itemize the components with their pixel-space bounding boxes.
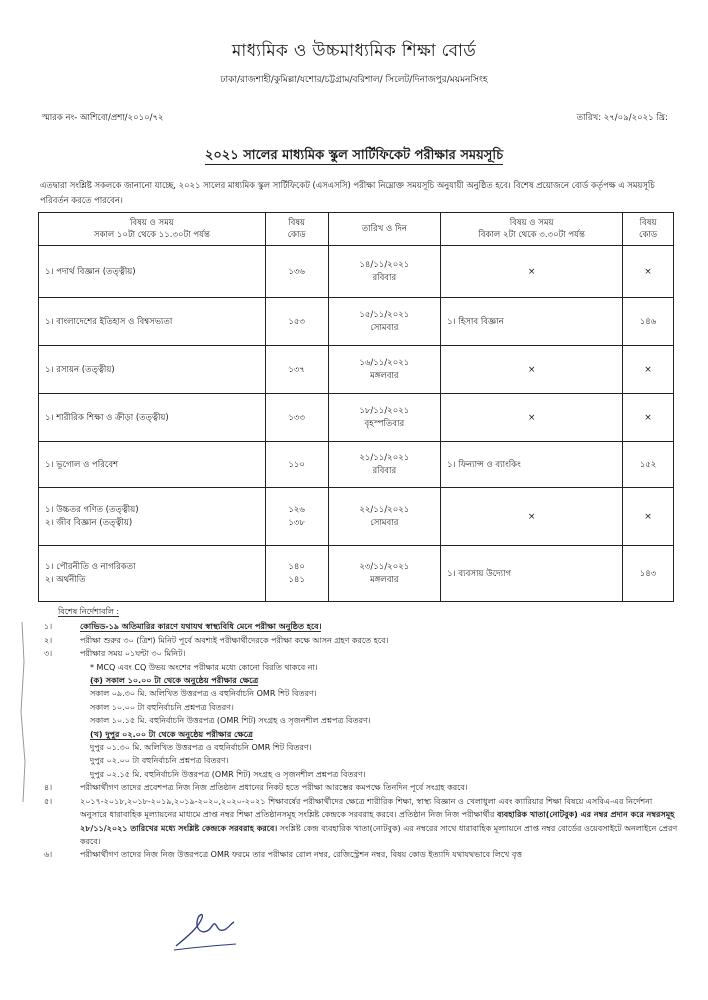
afternoon-code-cell: ×: [623, 488, 674, 546]
date-cell: [328, 246, 441, 298]
exam-date: ১৫/১১/২০২১: [359, 309, 410, 320]
instruction-number: ৫।: [44, 796, 53, 806]
table-row: [39, 488, 674, 546]
header-code-1-b: কোড: [287, 230, 306, 240]
afternoon-subject-cell: ×: [441, 488, 623, 546]
instruction-subline: সকাল ০৯.৩০ মি. অলিখিত উত্তরপত্র ও বহুনির্বাচনি OMR শিট বিতরণ।: [90, 689, 317, 699]
morning-subject-2: ২। অর্থনীতি: [45, 574, 86, 585]
morning-code-2: ১৩৮: [288, 517, 305, 528]
afternoon-code-cell: ×: [623, 394, 674, 442]
morning-subject-1: ১। উচ্চতর গণিত (তত্ত্বীয়): [45, 504, 139, 515]
instruction-subheading: (ক) সকাল ১০.০০ টা থেকে অনুষ্ঠেয় পরীক্ষার ক্ষেত্রে: [90, 676, 259, 686]
morning-subject-2: ২। জীব বিজ্ঞান (তত্ত্বীয়): [45, 517, 133, 528]
header-morning-time: সকাল ১০টা থেকে ১১.৩০টা পর্যন্ত: [93, 230, 210, 240]
morning-code-cell: ১৩৩: [265, 394, 328, 442]
instruction-text: পরীক্ষার্থীগণ তাদের প্রবেশপত্র নিজ নিজ প্রতিষ্ঠান প্রধানের নিকট হতে পরীক্ষা আরম্ভের কমপক্ষে তিনদিন পূর্বে সংগ্রহ করবে।: [80, 783, 468, 793]
instruction-subheading: (খ) দুপুর ০২.০০ টা থেকে অনুষ্ঠেয় পরীক্ষার ক্ষেত্রে: [90, 729, 253, 739]
afternoon-subject-cell: ×: [441, 346, 623, 394]
header-code-1-a: বিষয়: [288, 218, 306, 228]
afternoon-subject-cell: ×: [441, 246, 623, 298]
instruction-text: পরীক্ষার্থীগণ তাদের নিজ নিজ উত্তরপত্রে OMR ফরমে তার পরীক্ষার রোল নম্বর, রেজিস্ট্রেশন নম্বর, বিষয় কোড ইত্যাদি যথাযথভাবে লিখে বৃত্ত: [80, 850, 523, 860]
afternoon-code-cell: ×: [623, 246, 674, 298]
instruction-number: ৪।: [44, 783, 53, 793]
instruction-text: পরীক্ষা শুরুর ৩০ (ত্রিশ) মিনিট পূর্বে অবশ্যই পরীক্ষার্থীদেরকে পরীক্ষা কক্ষে আসন গ্রহণ করতে হবে।: [80, 635, 389, 645]
table-row: [39, 442, 674, 488]
instruction-subline: দুপুর ০২.১৫ মি. বহুনির্বাচনি উত্তরপত্র (OMR শিট) সংগ্রহ ও সৃজনশীল প্রশ্নপত্র বিতরণ।: [90, 769, 366, 779]
instruction-text-part: সংশ্লিষ্ট কেন্দ্র ব্যবহারিক খাতা(নোটবুক) এর নম্বরের সাথে ধারাবাহিক মূল্যায়নে প্রাপ্ত নম্বর বোর্ডের ওয়েবসাইটে অনলাইনে প্রেরণ করবে।: [80, 823, 678, 846]
morning-code-2: ১৪১: [288, 574, 305, 585]
exam-day: সোমবার: [370, 517, 399, 528]
instruction-number: ৬।: [44, 850, 53, 860]
instruction-number: ২।: [44, 635, 53, 645]
exam-date: ১৮/১১/২০২১: [359, 405, 410, 416]
instructions-heading-text: বিশেষ নির্দেশাবলি :: [58, 607, 120, 616]
table-row: [39, 546, 674, 602]
document-date: তারিখ: ২৭/০৯/২০২১ খ্রি:: [576, 113, 668, 123]
afternoon-code-cell: ১৪৩: [623, 546, 674, 602]
header-code-2-b: কোড: [639, 230, 658, 240]
morning-code-cell: [265, 488, 328, 546]
heading-text: ২০২১ সালের মাধ্যমিক স্কুল সার্টিফিকেট পরীক্ষার সময়সূচি: [204, 148, 504, 163]
scan-edge-mark: [0, 622, 30, 802]
morning-code-cell: ১৩৭: [265, 346, 328, 394]
date-cell: [328, 546, 441, 602]
instruction-number: ৩।: [44, 649, 53, 659]
morning-subject-cell: ১। শারীরিক শিক্ষা ও ক্রীড়া (তত্ত্বীয়): [39, 394, 266, 442]
date-cell: [328, 346, 441, 394]
instruction-subline: * MCQ এবং CQ উভয় অংশের পরীক্ষার মধ্যে কোনো বিরতি থাকবে না।: [90, 662, 318, 672]
header-code-1: [265, 213, 328, 246]
exam-date: ২১/১১/২০২১: [359, 452, 410, 463]
instruction-subline: সকাল ১০.০০ টা বহুনির্বাচনি প্রশ্নপত্র বিতরণ।: [90, 702, 234, 712]
instruction-number: ১।: [44, 622, 53, 632]
table-row: [39, 298, 674, 346]
header-code-2: [623, 213, 674, 246]
table-row: [39, 346, 674, 394]
exam-date: ২২/১১/২০২১: [359, 504, 410, 515]
memo-number: স্মারক নং- আশিবো/প্রশা/২০১০/৭২: [42, 113, 164, 123]
header-afternoon: [441, 213, 623, 246]
board-title: মাধ্যমিক ও উচ্চমাধ্যমিক শিক্ষা বোর্ড: [231, 41, 477, 61]
morning-subject-1: ১। পৌরনীতি ও নাগরিকতা: [45, 561, 136, 572]
morning-code-cell: ১৩৬: [265, 246, 328, 298]
document-heading: [0, 146, 708, 167]
morning-code-cell: ১৫৩: [265, 298, 328, 346]
morning-subject-cell: ১। ভূগোল ও পরিবেশ: [39, 442, 266, 488]
instruction-text: পরীক্ষার সময় ০১ঘন্টা ৩০ মিনিট।: [80, 649, 186, 659]
table-row: [39, 246, 674, 298]
instruction-subline: [38, 674, 678, 687]
exam-day: রবিবার: [372, 272, 397, 283]
afternoon-code-cell: ১৪৬: [623, 298, 674, 346]
instruction-text: [80, 797, 677, 846]
special-instructions: [38, 605, 678, 862]
instruction-item: [38, 647, 678, 660]
date-cell: [328, 298, 441, 346]
header-code-2-a: বিষয়: [639, 218, 657, 228]
afternoon-subject-cell: ×: [441, 394, 623, 442]
header-morning: [39, 213, 266, 246]
exam-date: ১৬/১১/২০২১: [359, 357, 410, 368]
afternoon-subject-cell: ১। হিসাব বিজ্ঞান: [441, 298, 623, 346]
afternoon-code-cell: ×: [623, 346, 674, 394]
morning-subject-cell: ১। পদার্থ বিজ্ঞান (তত্ত্বীয়): [39, 246, 266, 298]
exam-day: মঙ্গলবার: [370, 370, 399, 381]
instruction-item: [38, 620, 678, 633]
morning-code-cell: ১১০: [265, 442, 328, 488]
instruction-item: [38, 781, 678, 794]
table-header-row: [39, 213, 674, 246]
exam-day: মঙ্গলবার: [370, 574, 399, 585]
exam-day: বৃহস্পতিবার: [364, 418, 405, 429]
header-morning-subject: বিষয় ও সময়: [129, 218, 174, 228]
instruction-subline: দুপুর ০২.০০ টা বহুনির্বাচনি প্রশ্নপত্র বিতরণ।: [90, 756, 229, 766]
intro-paragraph: এতদ্বারা সংশ্লিষ্ট সকলকে জানানো যাচ্ছে, ২০২১ সালের মাধ্যমিক স্কুল সার্টিফিকেট (এসএসসি) পরীক্ষা নিম্নোক্ত সময়সূচি অনুযায়ী অনুষ্ঠিত হবে। বিশেষ প্রয়োজনে বোর্ড কর্তৃপক্ষ এ সময়সূচি পরিবর্তন করতে পারবেন।: [40, 180, 655, 205]
signature-mark: [170, 906, 240, 956]
instruction-text: কোভিড-১৯ অতিমারির কারণে যথাযথ স্বাস্থ্যবিধি মেনে পরীক্ষা অনুষ্ঠিত হবে।: [80, 622, 322, 632]
instruction-subline: [38, 728, 678, 741]
header-afternoon-subject: বিষয় ও সময়: [509, 218, 554, 228]
morning-subject-cell: [39, 546, 266, 602]
instruction-subline: দুপুর ০১.৩০ মি. অলিখিত উত্তরপত্র ও বহুনির্বাচনি OMR শিট বিতরণ।: [90, 743, 312, 753]
instruction-item: [38, 795, 678, 849]
exam-day: সোমবার: [370, 322, 399, 333]
afternoon-subject-cell: ১। ফিন্যান্স ও ব্যাংকিং: [441, 442, 623, 488]
morning-code-1: ১২৬: [288, 504, 305, 515]
instruction-item: [38, 848, 678, 861]
exam-date: ১৪/১১/২০২১: [359, 259, 410, 270]
header-afternoon-time: বিকাল ২টা থেকে ৩.৩০টা পর্যন্ত: [478, 230, 585, 240]
instruction-text-bold: ব্যবহারিক খাতা(নোটবুক) এর নম্বর প্রদান করে নম্বরসমূহ ২৮/১১/২০২১ তারিখের মধ্যে সংশ্লিষ্ট কেন্দ্রকে সরবরাহ করবে।: [80, 810, 675, 833]
table-row: [39, 394, 674, 442]
morning-subject-cell: ১। বাংলাদেশের ইতিহাস ও বিশ্বসভ্যতা: [39, 298, 266, 346]
schedule-table: [38, 212, 674, 602]
morning-code-cell: [265, 546, 328, 602]
instructions-heading: [58, 605, 678, 618]
exam-day: রবিবার: [372, 465, 397, 476]
instruction-text-part: ২০১৭-২০১৮,২০১৮-২০১৯,২০১৯-২০২০,২০২০-২০২১ শিক্ষাবর্ষের পরীক্ষার্থীদের ক্ষেত্রে শারীরিক শিক্ষা, স্বাস্থ্য বিজ্ঞান ও খেলাধুলা এবং ক্যারিয়ার শিক্ষা বিষয়ে এসবিএ-এর নির্দেশনা অনুসারে ধারাবাহিক মূল্যায়নের মাধ্যমে প্রাপ্ত নম্বর শিক্ষা প্রতিষ্ঠানসমূহ সংশ্লিষ্ট কেন্দ্রকে সরবরাহ করবে। প্রতিষ্ঠান নিজ নিজ পরীক্ষার্থীর: [80, 796, 653, 820]
afternoon-subject-cell: ১। ব্যবসায় উদ্যোগ: [441, 546, 623, 602]
date-cell: [328, 442, 441, 488]
boards-list: ঢাকা/রাজশাহী/কুমিল্লা/যশোর/চট্টগ্রাম/বরিশাল/ সিলেট/দিনাজপুর/ময়মনসিংহ: [220, 75, 488, 85]
instruction-item: [38, 634, 678, 647]
afternoon-code-cell: ১৫২: [623, 442, 674, 488]
morning-subject-cell: [39, 488, 266, 546]
date-cell: [328, 394, 441, 442]
exam-date: ২৩/১১/২০২১: [359, 561, 410, 572]
morning-subject-cell: ১। রসায়ন (তত্ত্বীয়): [39, 346, 266, 394]
instruction-subline: সকাল ১০.১৫ মি. বহুনির্বাচনি উত্তরপত্র (OMR শিট) সংগ্রহ ও সৃজনশীল প্রশ্নপত্র বিতরণ।: [90, 716, 371, 726]
header-date: তারিখ ও দিন: [328, 213, 441, 246]
morning-code-1: ১৪০: [288, 561, 305, 572]
date-cell: [328, 488, 441, 546]
